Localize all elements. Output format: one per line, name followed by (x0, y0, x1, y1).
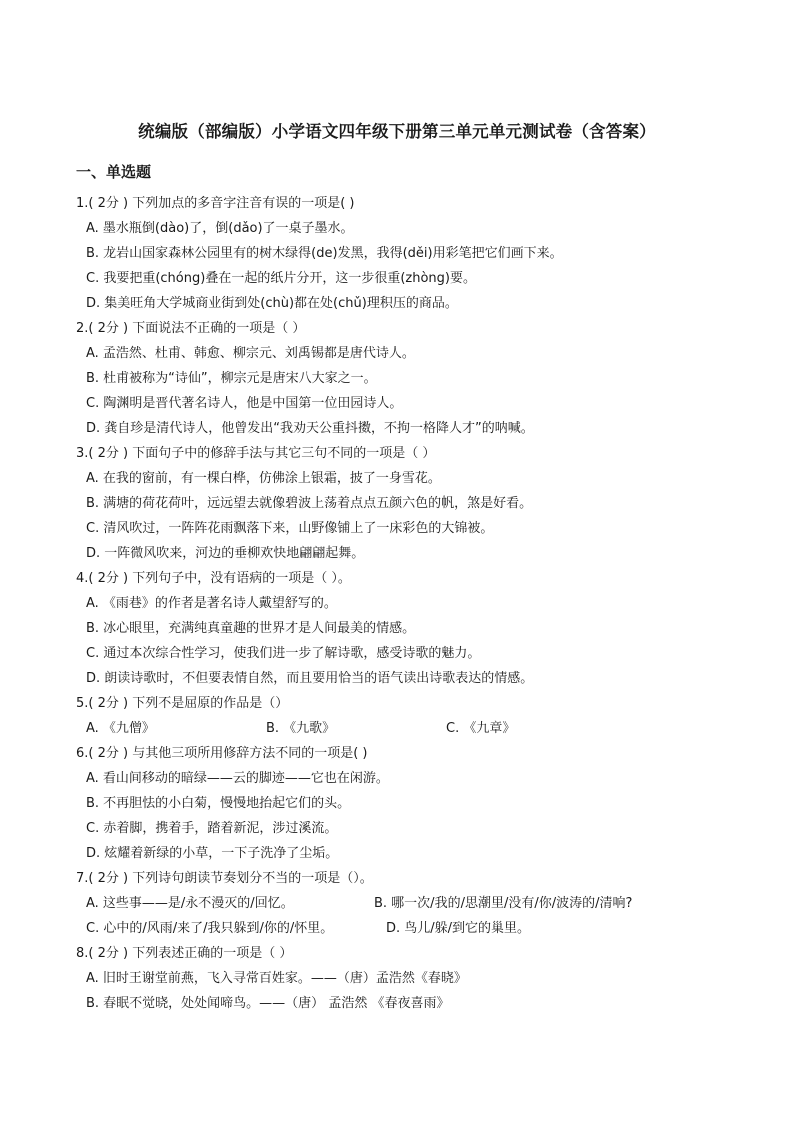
question-option: A. 墨水瓶倒(dào)了，倒(dǎo)了一桌子墨水。 (86, 221, 354, 236)
question-option: B. 不再胆怯的小白菊，慢慢地抬起它们的头。 (86, 796, 351, 811)
question-option: D. 一阵微风吹来，河边的垂柳欢快地翩翩起舞。 (86, 546, 365, 561)
question-option: B. 杜甫被称为“诗仙”，柳宗元是唐宋八大家之一。 (86, 371, 377, 386)
question-stem: 6.( 2分 ) 与其他三项所用修辞方法不同的一项是( ) (76, 746, 368, 761)
question-stem: 3.( 2分 ) 下面句子中的修辞手法与其它三句不同的一项是（ ） (76, 446, 436, 461)
question-option-row (76, 918, 716, 943)
question-option: C. 我要把重(chóng)叠在一起的纸片分开，这一步很重(zhòng)要。 (86, 271, 476, 286)
question-option: D. 龚自珍是清代诗人，他曾发出“我劝天公重抖擞，不拘一格降人才”的呐喊。 (86, 421, 534, 436)
question-option: B. 满塘的荷花荷叶，远远望去就像碧波上荡着点点五颜六色的帆，煞是好看。 (86, 496, 533, 511)
question-option: C. 赤着脚，携着手，踏着新泥，涉过溪流。 (86, 821, 338, 836)
question-stem: 7.( 2分 ) 下列诗句朗读节奏划分不当的一项是（）。 (76, 871, 373, 886)
question-option: C. 《九章》 (446, 721, 516, 736)
question-stem: 1.( 2分 ) 下列加点的多音字注音有误的一项是( ) (76, 196, 355, 211)
question-option: A. 《九僧》 (86, 721, 155, 736)
page-title: 统编版（部编版）小学语文四年级下册第三单元单元测试卷（含答案） (138, 122, 656, 141)
question-option: B. 春眠不觉晓，处处闻啼鸟。——（唐） 孟浩然 《春夜喜雨》 (86, 996, 450, 1011)
question-option: B. 龙岩山国家森林公园里有的树木绿得(de)发黑，我得(děi)用彩笔把它们画下来。 (86, 246, 563, 261)
question-list (76, 193, 716, 1018)
question-option: C. 心中的/风雨/来了/我只躲到/你的/怀里。 (86, 921, 334, 936)
question-option: D. 鸟儿/躲/到它的巢里。 (386, 921, 531, 936)
section-heading: 一、单选题 (76, 163, 152, 181)
question-stem: 5.( 2分 ) 下列不是屈原的作品是（） (76, 696, 289, 711)
question-option: D. 炫耀着新绿的小草，一下子洗净了尘垢。 (86, 846, 339, 861)
question-option: B. 《九歌》 (266, 721, 336, 736)
question-stem: 2.( 2分 ) 下面说法不正确的一项是（ ） (76, 321, 306, 336)
question-option: D. 朗读诗歌时，不但要表情自然，而且要用恰当的语气读出诗歌表达的情感。 (86, 671, 534, 686)
question-option-row (76, 893, 716, 918)
question-option: A. 孟浩然、杜甫、韩愈、柳宗元、刘禹锡都是唐代诗人。 (86, 346, 415, 361)
question-option: A. 在我的窗前，有一棵白桦，仿佛涂上银霜，披了一身雪花。 (86, 471, 441, 486)
question-stem: 4.( 2分 ) 下列句子中，没有语病的一项是（ ）。 (76, 571, 351, 586)
question-option-row (76, 718, 716, 743)
question-stem: 8.( 2分 ) 下列表述正确的一项是（ ） (76, 946, 293, 961)
question-option: C. 通过本次综合性学习，使我们进一步了解诗歌，感受诗歌的魅力。 (86, 646, 481, 661)
question-option: A. 《雨巷》的作者是著名诗人戴望舒写的。 (86, 596, 337, 611)
question-option: B. 冰心眼里，充满纯真童趣的世界才是人间最美的情感。 (86, 621, 416, 636)
question-option: B. 哪一次/我的/思潮里/没有/你/波涛的/清响? (374, 896, 633, 911)
question-option: C. 陶渊明是晋代著名诗人，他是中国第一位田园诗人。 (86, 396, 403, 411)
question-option: D. 集美旺角大学城商业街到处(chù)都在处(chǔ)理积压的商品。 (86, 296, 458, 311)
question-option: C. 清风吹过，一阵阵花雨飘落下来，山野像铺上了一床彩色的大锦被。 (86, 521, 494, 536)
question-option: A. 看山间移动的暗绿——云的脚迹——它也在闲游。 (86, 771, 389, 786)
question-option: A. 旧时王谢堂前燕，飞入寻常百姓家。——（唐）孟浩然《春晓》 (86, 971, 467, 986)
question-option: A. 这些事——是/永不漫灭的/回忆。 (86, 896, 294, 911)
